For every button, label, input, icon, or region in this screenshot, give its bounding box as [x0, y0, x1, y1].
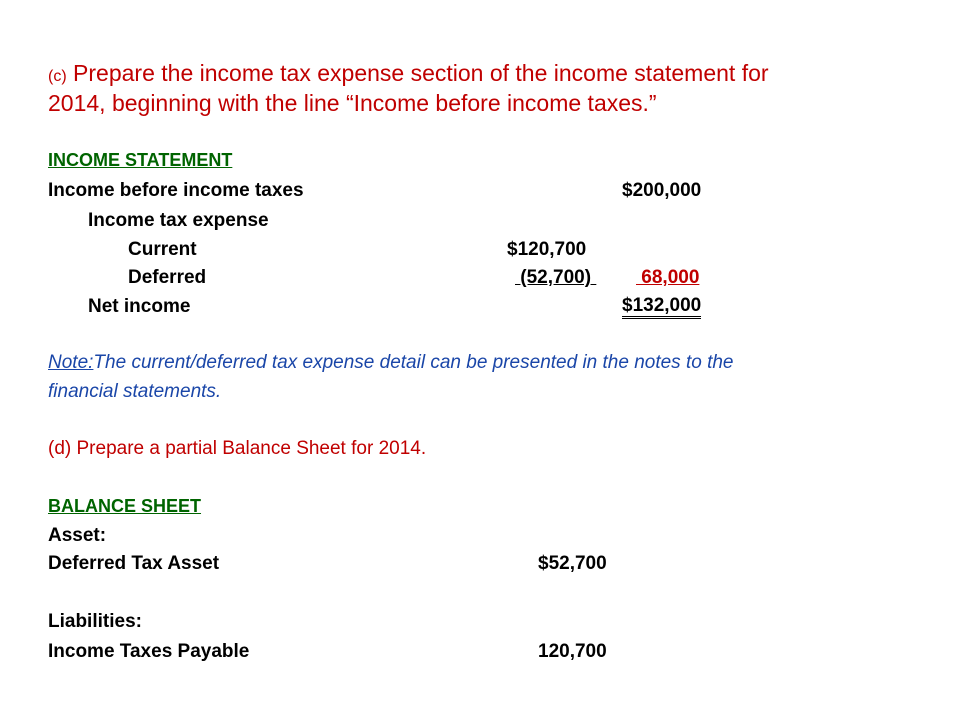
row-deferred-right-value: 68,000 — [636, 267, 700, 288]
income-taxes-payable-value: 120,700 — [538, 641, 607, 662]
row-income-before-taxes-value: $200,000 — [622, 180, 702, 201]
row-current-value: $120,700 — [507, 239, 587, 260]
liabilities-heading: Liabilities: — [48, 611, 142, 632]
asset-heading: Asset: — [48, 525, 107, 546]
deferred-tax-asset-label: Deferred Tax Asset — [48, 553, 220, 574]
income-statement-heading: INCOME STATEMENT — [48, 150, 233, 170]
part-c-instruction-line2: 2014, beginning with the line “Income before income taxes.” — [48, 90, 657, 116]
deferred-tax-asset-value: $52,700 — [538, 553, 607, 574]
part-c-instruction-line1 — [48, 60, 769, 87]
part-c-text-line1: Prepare the income tax expense section of the income statement for — [66, 60, 769, 86]
part-d-instruction: (d) Prepare a partial Balance Sheet for 2014. — [48, 438, 427, 459]
income-taxes-payable-label: Income Taxes Payable — [48, 641, 250, 662]
balance-sheet-heading: BALANCE SHEET — [48, 496, 202, 516]
row-deferred-mid-value: (52,700) — [515, 267, 597, 288]
row-deferred-label: Deferred — [128, 267, 207, 288]
row-current-label: Current — [128, 239, 197, 260]
note-text-line1: The current/deferred tax expense detail can be presented in the notes to the — [93, 352, 734, 373]
row-net-income-value: $132,000 — [622, 296, 701, 319]
part-c-label: (c) — [48, 68, 67, 85]
note-line1 — [48, 352, 734, 374]
row-net-income-label: Net income — [88, 296, 191, 317]
row-income-before-taxes-label: Income before income taxes — [48, 180, 304, 201]
note-text-line2: financial statements. — [48, 381, 222, 402]
note-label: Note: — [48, 352, 94, 373]
row-income-tax-expense-label: Income tax expense — [88, 210, 269, 231]
